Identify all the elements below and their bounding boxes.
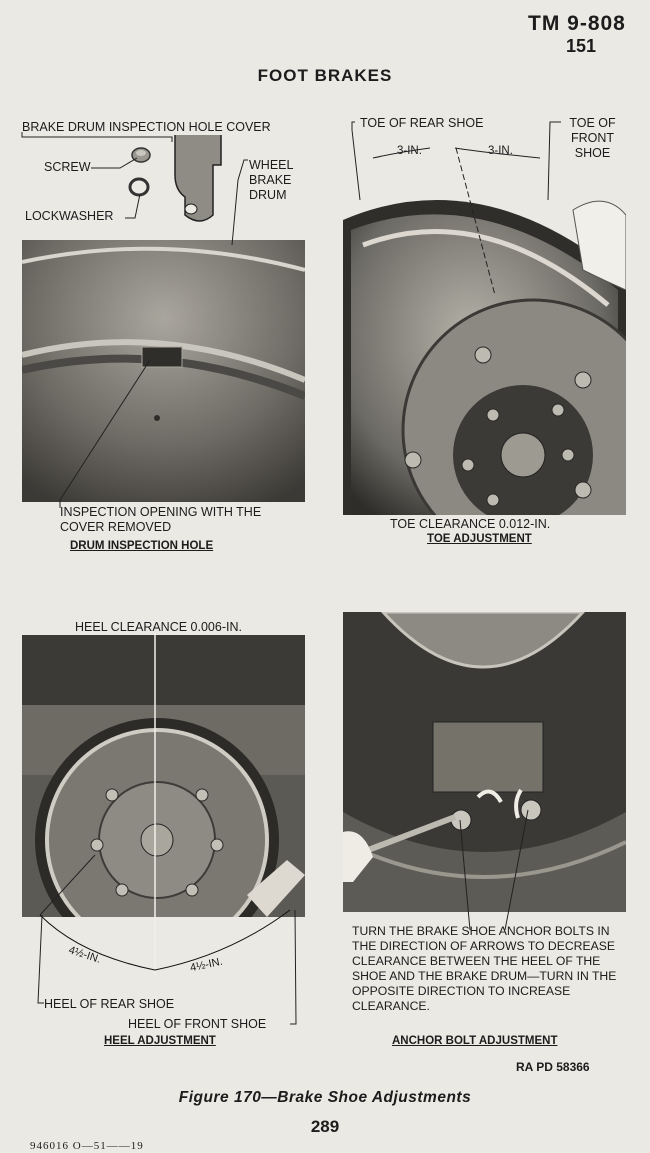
heel-front-label: HEEL OF FRONT SHOE — [128, 1017, 267, 1031]
cover-parts-illustration — [125, 135, 230, 230]
heel-rear-label: HEEL OF REAR SHOE — [44, 997, 175, 1011]
print-code: 946016 O—51——19 — [30, 1140, 144, 1152]
screw-label: SCREW — [44, 160, 91, 174]
manual-number: TM 9-808 — [528, 12, 626, 35]
paragraph-number: 151 — [566, 36, 597, 56]
anchor-bolt-photo — [343, 612, 626, 912]
drum-inspection-caption: DRUM INSPECTION HOLE — [70, 540, 214, 552]
toe-clearance-label: TOE CLEARANCE 0.012-IN. — [390, 517, 551, 531]
figure-caption: Figure 170—Brake Shoe Adjustments — [178, 1089, 472, 1106]
inspection-opening-label: INSPECTION OPENING WITH THE COVER REMOVED — [60, 505, 262, 534]
cover-label: BRAKE DRUM INSPECTION HOLE COVER — [22, 120, 271, 134]
toe-dim-right: 3-IN. — [488, 145, 513, 157]
wheel-drum-label: WHEEL BRAKE DRUM — [249, 158, 293, 202]
anchor-bolt-instructions: TURN THE BRAKE SHOE ANCHOR BOLTS IN THE DIRECTION OF ARROWS TO DECREASE CLEARANCE BETWEEN THE HEEL OF THE SHOE AND THE BRAKE DRUM—TURN IN THE OPPOSITE DIRECTION TO INCREASE CLEARANCE. — [352, 924, 617, 1013]
heel-dim-left: 4½-IN. — [67, 944, 103, 966]
heel-adjustment-photo — [22, 635, 305, 917]
page-number: 289 — [310, 1117, 340, 1136]
drum-inspection-photo — [22, 240, 305, 502]
toe-adjustment-caption: TOE ADJUSTMENT — [427, 533, 532, 545]
heel-clearance-label: HEEL CLEARANCE 0.006-IN. — [75, 620, 242, 634]
toe-rear-label: TOE OF REAR SHOE — [360, 116, 484, 130]
heel-dim-right: 4½-IN. — [189, 955, 224, 975]
ra-code: RA PD 58366 — [516, 1060, 590, 1074]
lockwasher-label: LOCKWASHER — [25, 209, 114, 223]
toe-adjustment-photo — [343, 170, 626, 515]
toe-front-label: TOE OF FRONT SHOE — [569, 116, 616, 160]
heel-adjustment-caption: HEEL ADJUSTMENT — [104, 1035, 216, 1047]
page-title: FOOT BRAKES — [257, 66, 393, 85]
anchor-bolt-caption: ANCHOR BOLT ADJUSTMENT — [392, 1035, 558, 1047]
toe-dim-left: 3-IN. — [397, 145, 422, 157]
